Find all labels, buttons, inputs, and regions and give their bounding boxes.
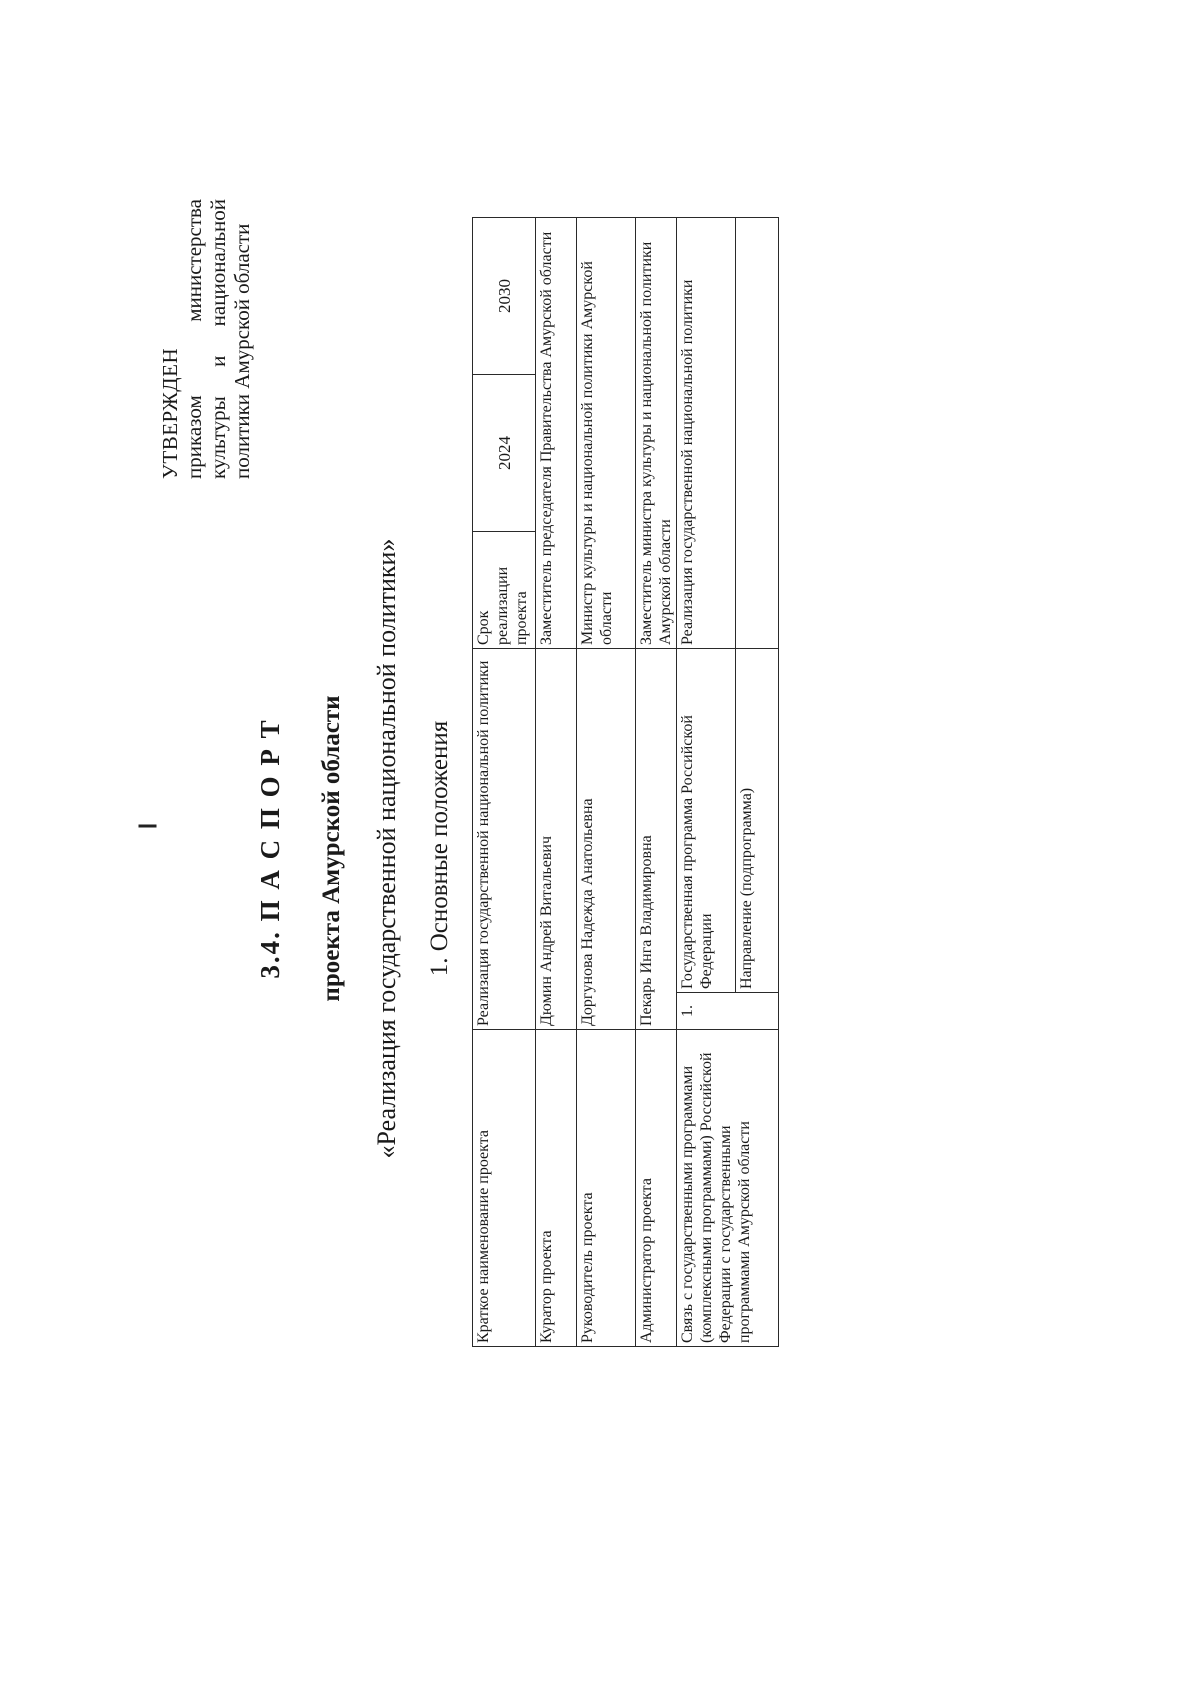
approval-block: [158, 199, 254, 479]
approval-line-4: политики Амурской области: [230, 223, 254, 479]
table-row-head: [577, 218, 636, 1347]
approval-line-2: приказом министерства: [182, 199, 206, 479]
link-program-value: Реализация государственной национальной политики: [677, 218, 736, 649]
curator-position: Заместитель председателя Правительства Амурской области: [536, 218, 577, 649]
admin-position: Заместитель министра культуры и национальной политики Амурской области: [636, 218, 677, 649]
curator-label: Куратор проекта: [536, 1030, 577, 1347]
curator-name: Дюмин Андрей Витальевич: [536, 649, 577, 1030]
short-name-value: Реализация государственной национальной политики: [473, 649, 536, 1030]
page-marker: [139, 825, 157, 828]
link-direction-value: [736, 218, 779, 649]
term-label: Срок реализации проекта: [473, 532, 536, 649]
head-position: Министр культуры и национальной политики Амурской области: [577, 218, 636, 649]
short-name-label: Краткое наименование проекта: [473, 1030, 536, 1347]
document-subtitle: проекта Амурской области: [318, 695, 345, 1002]
project-passport-table: [472, 217, 779, 1347]
link-label: Связь с государственными программами (комплексными программами) Российской Федерации с государственными программами Амурской области: [677, 1030, 779, 1347]
head-label: Руководитель проекта: [577, 1030, 636, 1347]
term-end: 2030: [473, 218, 536, 375]
admin-name: Пекарь Инга Владимировна: [636, 649, 677, 1030]
approval-line-3: культуры и национальной: [206, 199, 230, 479]
link-number: 1.: [677, 993, 779, 1030]
section-title: 1. Основные положения: [426, 720, 453, 977]
link-program-label: Государственная программа Российской Федерации: [677, 649, 736, 993]
table-row-curator: [536, 218, 577, 1347]
link-direction-label: Направление (подпрограмма): [736, 649, 779, 993]
term-start: 2024: [473, 375, 536, 532]
admin-label: Администратор проекта: [636, 1030, 677, 1347]
approval-title: УТВЕРЖДЕН: [158, 347, 182, 479]
table-row-link-program: [677, 218, 736, 1347]
table-row-short-name: [473, 218, 536, 1347]
project-name: «Реализация государственной национальной политики»: [372, 538, 401, 1159]
table-row-admin: [636, 218, 677, 1347]
head-name: Доргунова Надежда Анатольевна: [577, 649, 636, 1030]
document-title: 3.4. П А С П О Р Т: [255, 718, 285, 979]
